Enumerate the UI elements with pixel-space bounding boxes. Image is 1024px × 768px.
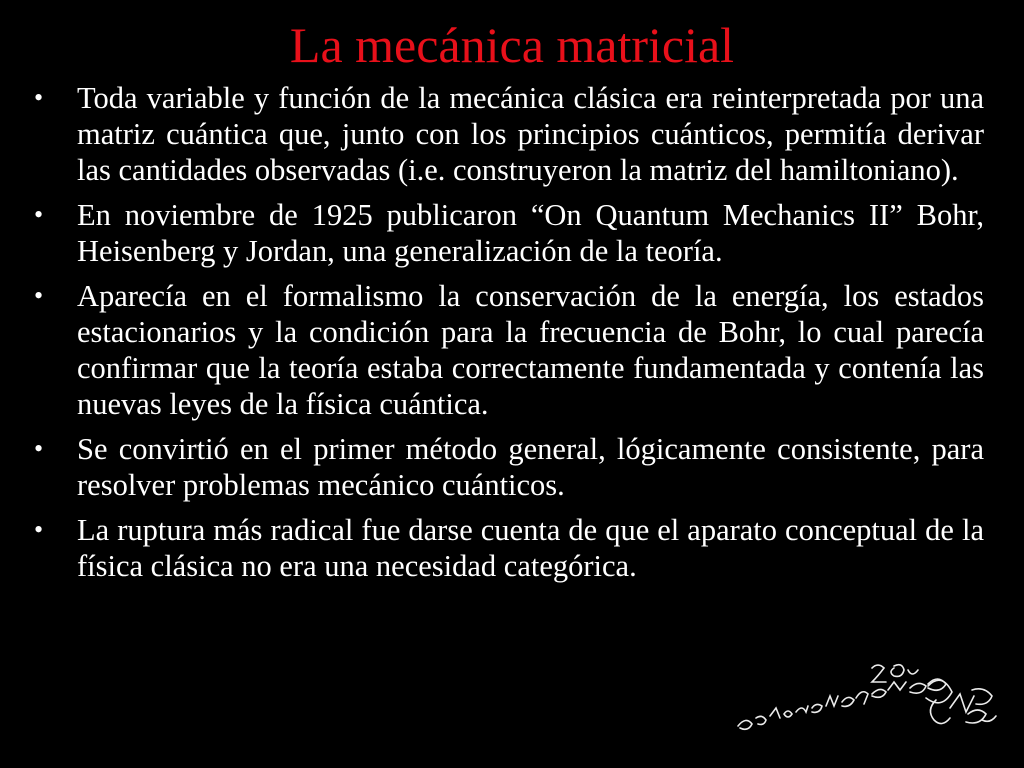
bullet-item	[34, 431, 984, 503]
bullet-item	[34, 80, 984, 188]
bullet-marker: •	[34, 434, 44, 463]
slide-title: La mecánica matricial	[289, 17, 735, 73]
bullet-item	[34, 197, 984, 269]
bullet-marker: •	[34, 83, 44, 112]
bullet-text: Se convirtió en el primer método general, lógicamente consistente, para resolver problemas mecánico cuánticos.	[77, 432, 984, 502]
bullet-text: En noviembre de 1925 publicaron “On Quantum Mechanics II” Bohr, Heisenberg y Jordan, una generalización de la teoría.	[77, 198, 984, 268]
equation-watermark-icon	[732, 660, 1002, 750]
bullet-marker: •	[34, 281, 44, 310]
bullet-text: La ruptura más radical fue darse cuenta de que el aparato conceptual de la física clásica no era una necesidad categórica.	[77, 513, 984, 583]
bullet-item	[34, 278, 984, 422]
bullet-marker: •	[34, 200, 44, 229]
bullet-marker: •	[34, 515, 44, 544]
bullet-text: Toda variable y función de la mecánica clásica era reinterpretada por una matriz cuántica que, junto con los principios cuánticos, permitía derivar las cantidades observadas (i.e. construyeron la matriz del hamiltoniano).	[77, 81, 984, 187]
bullet-text: Aparecía en el formalismo la conservación de la energía, los estados estacionarios y la condición para la frecuencia de Bohr, lo cual parecía confirmar que la teoría estaba correctamente fundamentada y contenía las nuevas leyes de la física cuántica.	[77, 279, 984, 421]
bullet-list	[34, 80, 984, 593]
bullet-item	[34, 512, 984, 584]
